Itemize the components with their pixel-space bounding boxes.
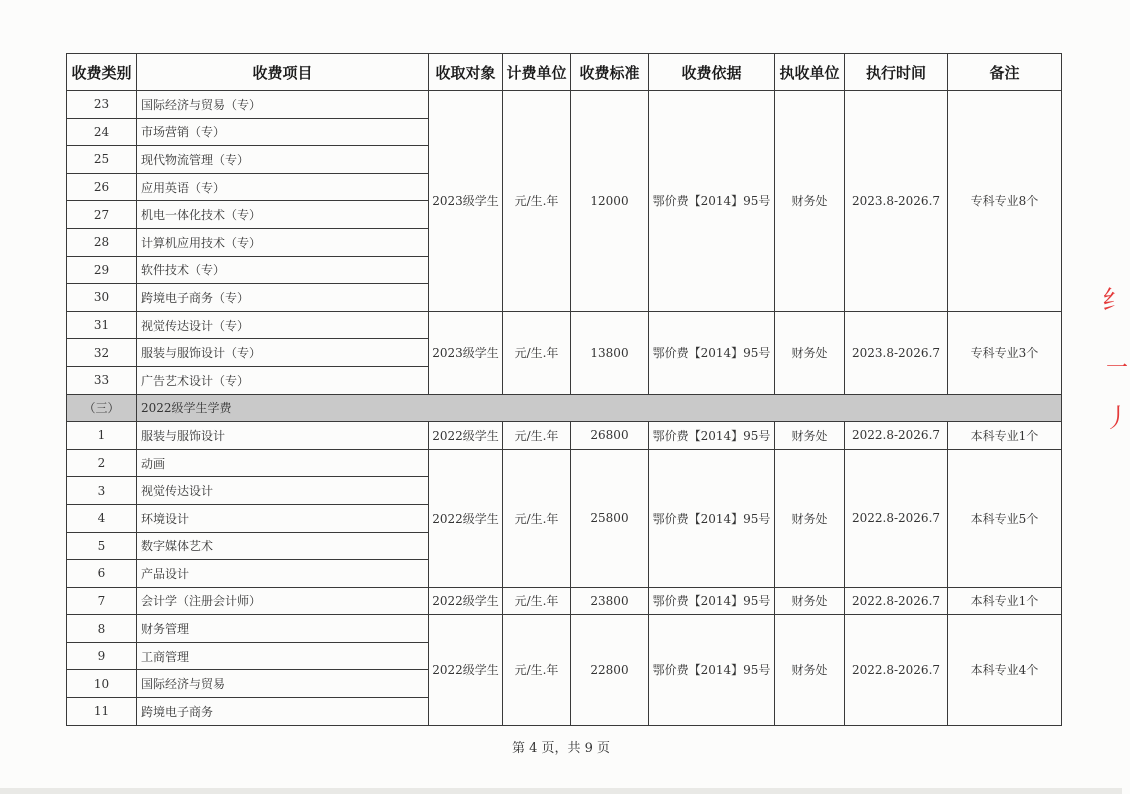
row-number: 2	[67, 449, 137, 477]
row-number: 4	[67, 504, 137, 532]
row-number: 24	[67, 118, 137, 146]
group-standard: 12000	[571, 91, 649, 312]
group-basis: 鄂价费【2014】95号	[649, 449, 775, 587]
section-title-cell	[137, 394, 1062, 422]
group-target: 2022级学生	[429, 615, 503, 725]
row-item: 软件技术（专）	[137, 256, 429, 284]
group-period: 2023.8-2026.7	[845, 91, 948, 312]
group-unit: 元/生.年	[503, 311, 571, 394]
header-collector: 执收单位	[775, 54, 845, 91]
group-basis: 鄂价费【2014】95号	[649, 587, 775, 615]
group-basis: 鄂价费【2014】95号	[649, 615, 775, 725]
row-item: 机电一体化技术（专）	[137, 201, 429, 229]
row-number: 27	[67, 201, 137, 229]
table-row	[67, 422, 1062, 450]
scan-edge	[0, 788, 1122, 794]
row-item: 应用英语（专）	[137, 173, 429, 201]
row-item: 动画	[137, 449, 429, 477]
table-row	[67, 311, 1062, 339]
row-item: 计算机应用技术（专）	[137, 228, 429, 256]
group-collector: 财务处	[775, 587, 845, 615]
group-note: 专科专业8个	[948, 91, 1062, 312]
row-item: 广告艺术设计（专）	[137, 366, 429, 394]
row-item: 财务管理	[137, 615, 429, 643]
group-target: 2022级学生	[429, 422, 503, 450]
group-basis: 鄂价费【2014】95号	[649, 311, 775, 394]
row-number: 11	[67, 698, 137, 726]
group-note: 本科专业5个	[948, 449, 1062, 587]
section-row	[67, 394, 1062, 422]
group-collector: 财务处	[775, 449, 845, 587]
red-seal-fragment: 纟 一 丿	[1102, 286, 1130, 434]
group-standard: 22800	[571, 615, 649, 725]
row-number: 3	[67, 477, 137, 505]
group-unit: 元/生.年	[503, 587, 571, 615]
group-period: 2023.8-2026.7	[845, 311, 948, 394]
row-item: 国际经济与贸易（专）	[137, 91, 429, 119]
group-unit: 元/生.年	[503, 615, 571, 725]
group-standard: 25800	[571, 449, 649, 587]
group-unit: 元/生.年	[503, 422, 571, 450]
row-item: 服装与服饰设计	[137, 422, 429, 450]
row-number: 31	[67, 311, 137, 339]
row-item: 跨境电子商务（专）	[137, 284, 429, 312]
table-row	[67, 91, 1062, 119]
row-item: 国际经济与贸易	[137, 670, 429, 698]
row-item: 会计学（注册会计师）	[137, 587, 429, 615]
row-number: 32	[67, 339, 137, 367]
group-basis: 鄂价费【2014】95号	[649, 91, 775, 312]
row-item: 视觉传达设计（专）	[137, 311, 429, 339]
group-basis: 鄂价费【2014】95号	[649, 422, 775, 450]
row-item: 数字媒体艺术	[137, 532, 429, 560]
header-target: 收取对象	[429, 54, 503, 91]
group-collector: 财务处	[775, 422, 845, 450]
row-number: 33	[67, 366, 137, 394]
group-standard: 26800	[571, 422, 649, 450]
group-period: 2022.8-2026.7	[845, 615, 948, 725]
header-note: 备注	[948, 54, 1062, 91]
table-row	[67, 615, 1062, 643]
row-item: 环境设计	[137, 504, 429, 532]
group-note: 本科专业4个	[948, 615, 1062, 725]
header-category: 收费类别	[67, 54, 137, 91]
header-row	[67, 54, 1062, 91]
row-number: 1	[67, 422, 137, 450]
row-number: 6	[67, 560, 137, 588]
row-item: 现代物流管理（专）	[137, 146, 429, 174]
group-collector: 财务处	[775, 91, 845, 312]
group-note: 本科专业1个	[948, 587, 1062, 615]
group-note: 专科专业3个	[948, 311, 1062, 394]
group-target: 2023级学生	[429, 311, 503, 394]
header-item: 收费项目	[137, 54, 429, 91]
table-row	[67, 587, 1062, 615]
group-note: 本科专业1个	[948, 422, 1062, 450]
table-row	[67, 449, 1062, 477]
section-number: （三）	[67, 394, 137, 422]
group-period: 2022.8-2026.7	[845, 449, 948, 587]
row-item: 工商管理	[137, 642, 429, 670]
row-number: 9	[67, 642, 137, 670]
group-period: 2022.8-2026.7	[845, 422, 948, 450]
group-collector: 财务处	[775, 615, 845, 725]
group-unit: 元/生.年	[503, 449, 571, 587]
row-item: 市场营销（专）	[137, 118, 429, 146]
row-number: 23	[67, 91, 137, 119]
row-number: 28	[67, 228, 137, 256]
row-item: 跨境电子商务	[137, 698, 429, 726]
row-item: 产品设计	[137, 560, 429, 588]
header-period: 执行时间	[845, 54, 948, 91]
group-period: 2022.8-2026.7	[845, 587, 948, 615]
row-number: 30	[67, 284, 137, 312]
fee-table	[66, 53, 1062, 726]
group-target: 2023级学生	[429, 91, 503, 312]
row-item: 服装与服饰设计（专）	[137, 339, 429, 367]
group-target: 2022级学生	[429, 449, 503, 587]
page-footer: 第 4 页，共 9 页	[511, 741, 611, 756]
header-basis: 收费依据	[649, 54, 775, 91]
row-number: 29	[67, 256, 137, 284]
group-target: 2022级学生	[429, 587, 503, 615]
row-item: 视觉传达设计	[137, 477, 429, 505]
row-number: 7	[67, 587, 137, 615]
group-unit: 元/生.年	[503, 91, 571, 312]
row-number: 8	[67, 615, 137, 643]
section-title: 2022级学生学费	[141, 401, 232, 416]
row-number: 5	[67, 532, 137, 560]
header-standard: 收费标准	[571, 54, 649, 91]
group-standard: 23800	[571, 587, 649, 615]
row-number: 10	[67, 670, 137, 698]
header-unit: 计费单位	[503, 54, 571, 91]
group-collector: 财务处	[775, 311, 845, 394]
group-standard: 13800	[571, 311, 649, 394]
row-number: 26	[67, 173, 137, 201]
row-number: 25	[67, 146, 137, 174]
